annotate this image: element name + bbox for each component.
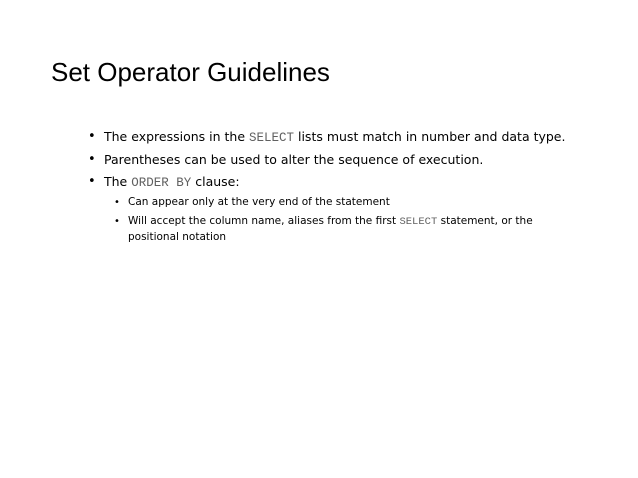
bullet-text: lists must match in number and data type. [294,129,566,144]
bullet-item [88,128,568,147]
code-keyword: SELECT [399,216,438,228]
bullet-text: The expressions in the [104,129,249,144]
sub-bullet-text: statement, or the positional notation [128,215,533,243]
sub-bullet-dot-icon: • [114,197,120,208]
bullet-item [88,151,568,169]
slide-title: Set Operator Guidelines [51,57,330,87]
sub-bullet-text: Will accept the column name, aliases from the first [128,215,400,227]
bullet-dot-icon: • [88,152,96,167]
bullet-dot-icon: • [88,129,96,144]
sub-bullet-list [104,195,568,245]
bullet-dot-icon: • [88,174,96,189]
sub-bullet-item [114,214,568,245]
sub-bullet-text: Can appear only at the very end of the statement [128,196,390,208]
bullet-text: clause: [191,174,240,189]
sub-bullet-item [114,195,568,210]
bullet-list [88,128,568,245]
bullet-text: Parentheses can be used to alter the sequence of execution. [104,152,484,167]
code-keyword: ORDER BY [131,176,192,190]
bullet-text: The [104,174,132,189]
sub-bullet-dot-icon: • [114,216,120,227]
code-keyword: SELECT [249,131,295,145]
bullet-item [88,173,568,245]
